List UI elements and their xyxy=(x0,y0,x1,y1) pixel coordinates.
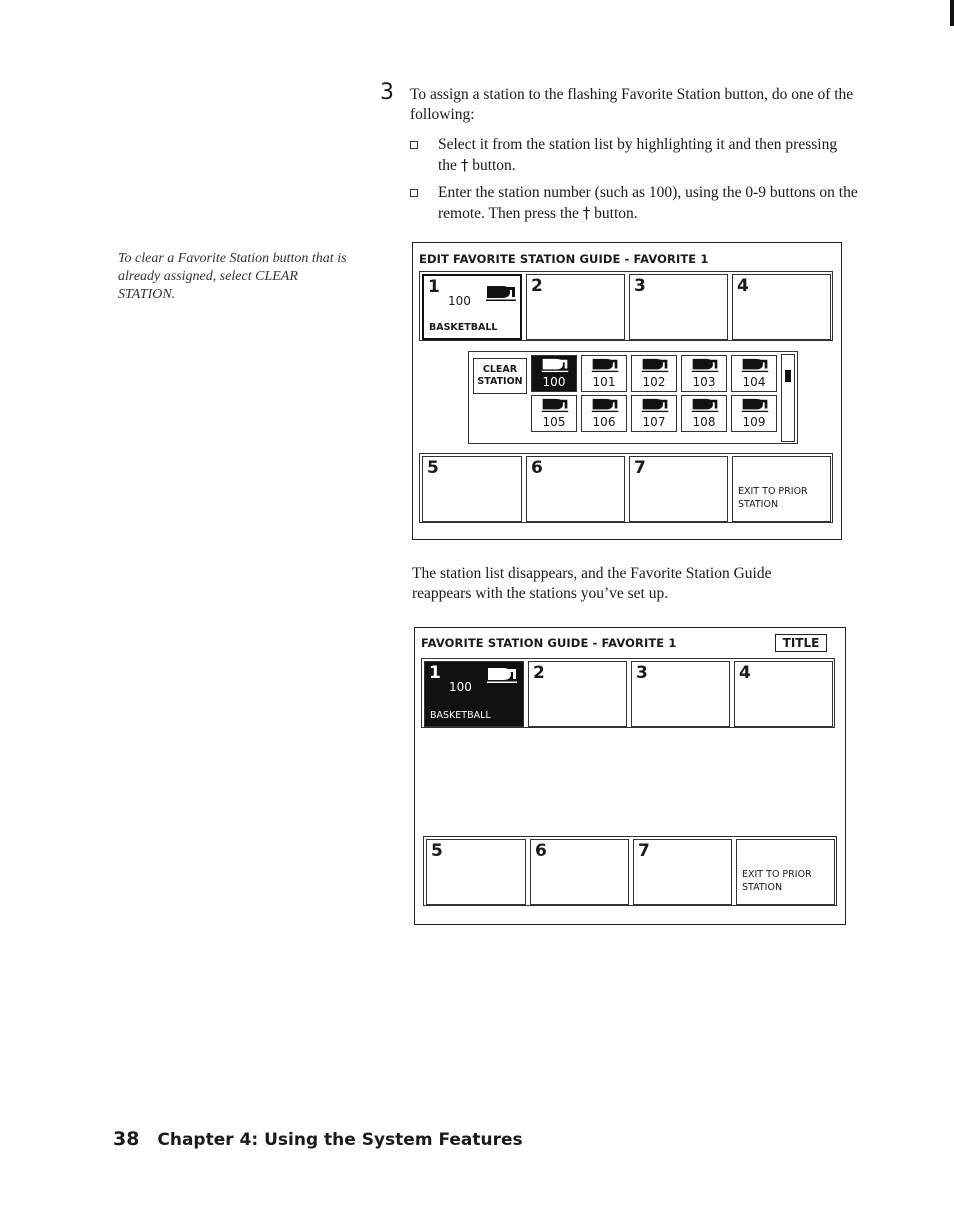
station-number: 104 xyxy=(742,375,766,389)
tile-number: 6 xyxy=(531,458,543,478)
directv-logo-icon xyxy=(484,284,518,302)
tile-number: 3 xyxy=(634,276,646,296)
favorite-tile-7[interactable] xyxy=(633,839,732,905)
station-number: 103 xyxy=(692,375,716,389)
tile-channel: 100 xyxy=(448,294,471,308)
station-105-button[interactable] xyxy=(531,395,577,432)
favorite-tile-1[interactable] xyxy=(422,274,522,340)
bullet-enter-number xyxy=(410,183,880,225)
favorites-top-row xyxy=(421,658,835,728)
scrollbar-thumb[interactable] xyxy=(785,370,791,382)
favorites-top-row xyxy=(419,271,833,341)
favorite-guide-panel xyxy=(414,627,846,925)
exit-label: EXIT TO PRIOR STATION xyxy=(738,486,808,510)
bullet-text-end: button. xyxy=(594,205,638,222)
favorite-tile-4[interactable] xyxy=(732,274,831,340)
station-number: 100 xyxy=(542,375,566,389)
station-104-button[interactable] xyxy=(731,355,777,392)
favorite-tile-3[interactable] xyxy=(631,661,730,727)
favorite-tile-5[interactable] xyxy=(422,456,522,522)
station-list-scrollbar[interactable] xyxy=(781,354,795,442)
favorites-bottom-row xyxy=(423,836,837,906)
side-note: To clear a Favorite Station button that is already assigned, select CLEAR STATION. xyxy=(118,251,347,302)
bullet-text-end: button. xyxy=(472,157,516,174)
favorite-tile-2[interactable] xyxy=(528,661,627,727)
step-number: 3 xyxy=(380,80,394,105)
tile-number: 4 xyxy=(737,276,749,296)
station-107-button[interactable] xyxy=(631,395,677,432)
panel-title: FAVORITE STATION GUIDE - FAVORITE 1 xyxy=(421,636,677,650)
exit-to-prior-station-button[interactable] xyxy=(732,456,831,522)
tile-number: 5 xyxy=(431,841,443,861)
favorite-tile-1[interactable] xyxy=(424,661,524,727)
station-100-button[interactable] xyxy=(531,355,577,392)
explanation-text: The station list disappears, and the Favorite Station Guide reappears with the stations you’ve set up. xyxy=(412,565,772,602)
tile-number: 2 xyxy=(531,276,543,296)
edit-favorite-guide-panel xyxy=(412,242,842,540)
station-102-button[interactable] xyxy=(631,355,677,392)
tile-number: 1 xyxy=(429,663,441,683)
station-number: 101 xyxy=(592,375,616,389)
station-108-button[interactable] xyxy=(681,395,727,432)
page-edge-mark xyxy=(950,0,954,26)
step-instruction: To assign a station to the flashing Favorite Station button, do one of the following: xyxy=(410,86,854,123)
title-button[interactable]: TITLE xyxy=(775,634,827,652)
tile-number: 2 xyxy=(533,663,545,683)
station-list-panel xyxy=(468,351,798,444)
bullet-text: Select it from the station list by highlighting it and then pressing the xyxy=(438,136,838,174)
station-number: 109 xyxy=(742,415,766,429)
select-button-icon: † xyxy=(460,156,469,174)
station-101-button[interactable] xyxy=(581,355,627,392)
tile-number: 4 xyxy=(739,663,751,683)
favorite-tile-6[interactable] xyxy=(530,839,629,905)
favorite-tile-2[interactable] xyxy=(526,274,625,340)
station-109-button[interactable] xyxy=(731,395,777,432)
favorite-tile-4[interactable] xyxy=(734,661,833,727)
tile-channel: 100 xyxy=(449,680,472,694)
tile-number: 5 xyxy=(427,458,439,478)
select-button-icon: † xyxy=(582,204,591,222)
favorite-tile-5[interactable] xyxy=(426,839,526,905)
tile-number: 1 xyxy=(428,277,440,297)
station-number: 105 xyxy=(542,415,566,429)
station-number: 106 xyxy=(592,415,616,429)
bullet-box-icon xyxy=(410,189,418,197)
favorite-tile-6[interactable] xyxy=(526,456,625,522)
page-footer xyxy=(113,1128,523,1150)
bullet-select-from-list xyxy=(410,135,880,177)
tile-number: 6 xyxy=(535,841,547,861)
chapter-title: Chapter 4: Using the System Features xyxy=(157,1130,523,1150)
bullet-text: Enter the station number (such as 100), using the 0-9 buttons on the remote. Then press the xyxy=(438,184,858,222)
favorite-tile-3[interactable] xyxy=(629,274,728,340)
station-103-button[interactable] xyxy=(681,355,727,392)
tile-number: 3 xyxy=(636,663,648,683)
exit-to-prior-station-button[interactable] xyxy=(736,839,835,905)
station-number: 108 xyxy=(692,415,716,429)
station-number: 107 xyxy=(642,415,666,429)
tile-number: 7 xyxy=(634,458,646,478)
page-number: 38 xyxy=(113,1128,140,1150)
tile-number: 7 xyxy=(638,841,650,861)
panel-title: EDIT FAVORITE STATION GUIDE - FAVORITE 1 xyxy=(419,252,709,266)
station-number: 102 xyxy=(642,375,666,389)
tile-program-label: BASKETBALL xyxy=(429,322,498,333)
favorites-bottom-row xyxy=(419,453,833,523)
tile-program-label: BASKETBALL xyxy=(430,710,491,721)
exit-label: EXIT TO PRIOR STATION xyxy=(742,869,812,893)
station-106-button[interactable] xyxy=(581,395,627,432)
favorite-tile-7[interactable] xyxy=(629,456,728,522)
bullet-box-icon xyxy=(410,141,418,149)
directv-logo-icon xyxy=(485,666,519,684)
clear-station-button[interactable]: CLEAR STATION xyxy=(473,358,527,394)
